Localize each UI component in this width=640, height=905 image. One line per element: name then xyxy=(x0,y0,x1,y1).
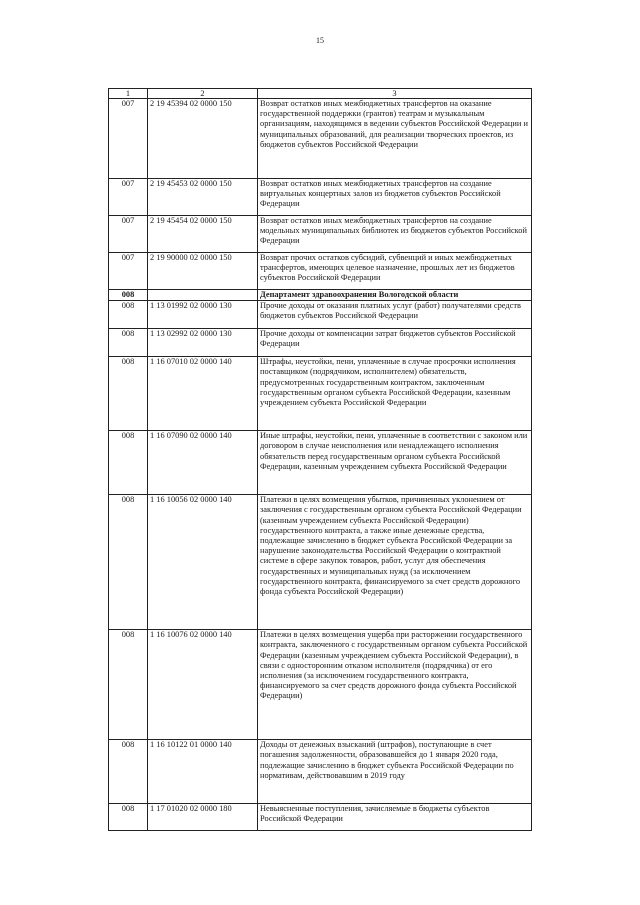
page-number: 15 xyxy=(316,36,324,45)
table-header-row xyxy=(109,89,532,99)
table-row xyxy=(109,216,532,253)
table-row xyxy=(109,740,532,804)
admin-code-cell: 008 xyxy=(109,740,148,804)
admin-code-cell: 007 xyxy=(109,216,148,253)
revenue-description-cell: Доходы от денежных взысканий (штрафов), поступающие в счет погашения задолженности, образовавшейся до 1 января 2020 года, подлежащие зачислению в бюджет субъекта Российской Федерации по нормативам, действовавшим в 2019 году xyxy=(258,740,532,804)
revenue-description-cell: Платежи в целях возмещения убытков, причиненных уклонением от заключения с государственным органом субъекта Российской Федерации (казенным учреждением субъекта Российской Федерации) государственного контракта, а также иные денежные средства, подлежащие зачислению в бюджет субъекта Российской Федерации за нарушение законодательства Российской Федерации о контрактной системе в сфере закупок товаров, работ, услуг для обеспечения государственных и муниципальных нужд (за исключением государственного контракта, финансируемого за счет средств дорожного фонда субъекта Российской Федерации) xyxy=(258,495,532,630)
budget-classification-code-cell: 2 19 45394 02 0000 150 xyxy=(148,99,258,179)
admin-code-cell: 007 xyxy=(109,99,148,179)
table-row xyxy=(109,253,532,290)
admin-code-cell: 007 xyxy=(109,179,148,216)
budget-classification-code-cell: 1 17 01020 02 0000 180 xyxy=(148,804,258,831)
admin-code-cell: 008 xyxy=(109,290,148,301)
column-header: 2 xyxy=(148,89,258,99)
admin-code-cell: 008 xyxy=(109,431,148,495)
revenue-description-cell: Возврат остатков иных межбюджетных трансфертов на оказание государственной поддержки (грантов) театрам и музыкальным организациям, находящимся в ведении субъектов Российской Федерации и муниципальных образований, для реализации творческих проектов, из бюджетов субъектов Российской Федерации xyxy=(258,99,532,179)
admin-code-cell: 007 xyxy=(109,253,148,290)
revenue-codes-table xyxy=(108,88,532,831)
table-row xyxy=(109,99,532,179)
budget-classification-code-cell: 2 19 90000 02 0000 150 xyxy=(148,253,258,290)
admin-code-cell: 008 xyxy=(109,357,148,431)
revenue-description-cell: Штрафы, неустойки, пени, уплаченные в случае просрочки исполнения поставщиком (подрядчиком, исполнителем) обязательств, предусмотренных государственным контрактом, заключенным государственным органом субъекта Российской Федерации, казенным учреждением субъекта Российской Федерации xyxy=(258,357,532,431)
revenue-description-cell: Платежи в целях возмещения ущерба при расторжении государственного контракта, заключенного с государственным органом субъекта Российской Федерации (казенным учреждением субъекта Российской Федерации), в связи с односторонним отказом исполнителя (подрядчика) от его исполнения (за исключением государственного контракта, финансируемого за счет средств дорожного фонда субъекта Российской Федерации) xyxy=(258,630,532,740)
column-header: 3 xyxy=(258,89,532,99)
budget-classification-code-cell: 1 16 10122 01 0000 140 xyxy=(148,740,258,804)
revenue-description-cell: Департамент здравоохранения Вологодской области xyxy=(258,290,532,301)
budget-classification-code-cell: 1 16 07010 02 0000 140 xyxy=(148,357,258,431)
revenue-description-cell: Возврат прочих остатков субсидий, субвенций и иных межбюджетных трансфертов, имеющих целевое назначение, прошлых лет из бюджетов субъектов Российской Федерации xyxy=(258,253,532,290)
budget-classification-code-cell: 2 19 45454 02 0000 150 xyxy=(148,216,258,253)
budget-classification-code-cell: 1 16 10056 02 0000 140 xyxy=(148,495,258,630)
budget-classification-code-cell: 1 16 07090 02 0000 140 xyxy=(148,431,258,495)
revenue-description-cell: Возврат остатков иных межбюджетных трансфертов на создание модельных муниципальных библиотек из бюджетов субъектов Российской Федерации xyxy=(258,216,532,253)
budget-classification-code-cell: 1 13 02992 02 0000 130 xyxy=(148,329,258,357)
table-row xyxy=(109,431,532,495)
table-row xyxy=(109,804,532,831)
table-row xyxy=(109,290,532,301)
budget-classification-code-cell: 1 13 01992 02 0000 130 xyxy=(148,301,258,329)
revenue-description-cell: Иные штрафы, неустойки, пени, уплаченные в соответствии с законом или договором в случае неисполнения или ненадлежащего исполнения обязательств перед государственным органом субъекта Российской Федерации, казенным учреждением субъекта Российской Федерации xyxy=(258,431,532,495)
admin-code-cell: 008 xyxy=(109,804,148,831)
budget-classification-code-cell xyxy=(148,290,258,301)
table-row xyxy=(109,357,532,431)
admin-code-cell: 008 xyxy=(109,495,148,630)
column-header: 1 xyxy=(109,89,148,99)
budget-classification-code-cell: 1 16 10076 02 0000 140 xyxy=(148,630,258,740)
revenue-description-cell: Возврат остатков иных межбюджетных трансфертов на создание виртуальных концертных залов из бюджетов субъектов Российской Федерации xyxy=(258,179,532,216)
table-row xyxy=(109,179,532,216)
admin-code-cell: 008 xyxy=(109,329,148,357)
table-row xyxy=(109,630,532,740)
table-row xyxy=(109,301,532,329)
revenue-description-cell: Прочие доходы от оказания платных услуг (работ) получателями средств бюджетов субъектов Российской Федерации xyxy=(258,301,532,329)
revenue-description-cell: Прочие доходы от компенсации затрат бюджетов субъектов Российской Федерации xyxy=(258,329,532,357)
table-row xyxy=(109,495,532,630)
revenue-description-cell: Невыясненные поступления, зачисляемые в бюджеты субъектов Российской Федерации xyxy=(258,804,532,831)
admin-code-cell: 008 xyxy=(109,301,148,329)
table-row xyxy=(109,329,532,357)
budget-classification-code-cell: 2 19 45453 02 0000 150 xyxy=(148,179,258,216)
admin-code-cell: 008 xyxy=(109,630,148,740)
